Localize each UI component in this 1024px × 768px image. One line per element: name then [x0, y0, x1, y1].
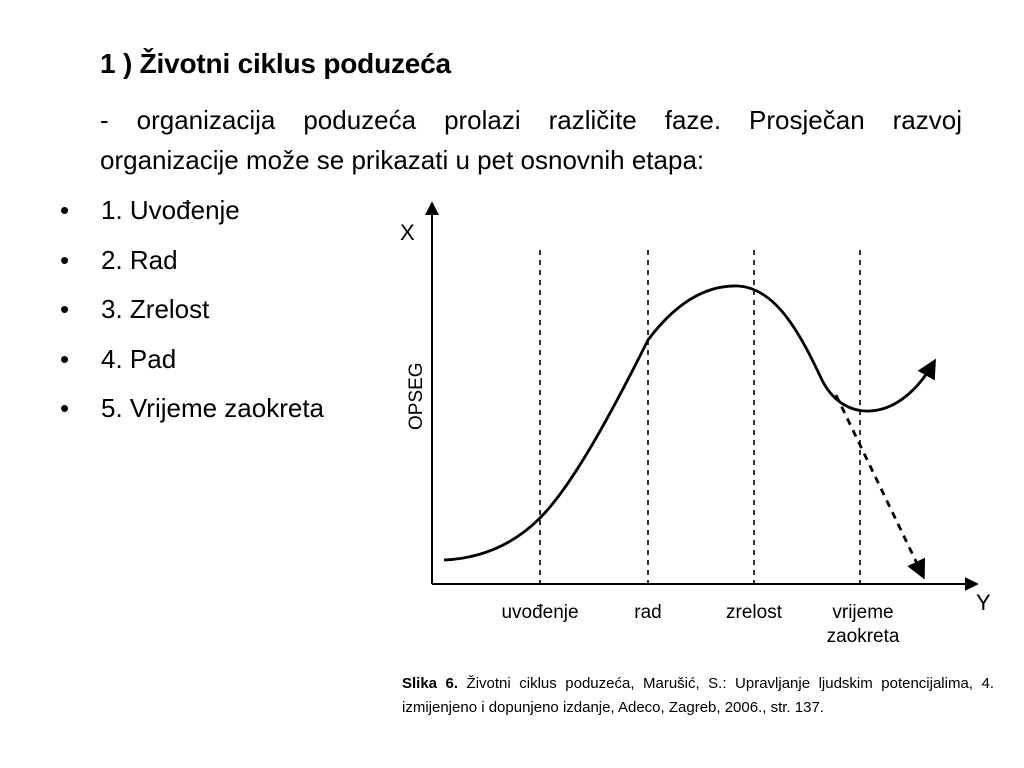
list-item — [60, 339, 324, 389]
bullet-icon: • — [60, 195, 70, 225]
slide-title: 1 ) Životni ciklus poduzeća — [100, 48, 451, 79]
list-item-label: 2. Rad — [101, 244, 178, 275]
phase-label: zrelost — [726, 602, 782, 623]
list-item — [60, 240, 324, 290]
life-cycle-figure — [378, 190, 1018, 660]
bullet-icon: • — [60, 244, 70, 275]
figure-caption — [402, 672, 994, 720]
bullet-icon: • — [60, 343, 70, 374]
phase-label: uvođenje — [501, 602, 579, 623]
list-item-label: 1. Uvođenje — [101, 195, 240, 225]
list-item-label: 5. Vrijeme zaokreta — [101, 393, 325, 423]
intro-paragraph: - organizacija poduzeća prolazi različite faze. Prosječan razvoj organizacije može se prikazati u pet osnovnih etapa: — [100, 105, 962, 175]
caption-text: Životni ciklus poduzeća, Marušić, S.: Upravljanje ljudskim potencijalima, 4. izmijenjeno i dopunjeno izdanje, Adeco, Zagreb, 2006., str. 137. — [402, 675, 994, 716]
phase-label: vrijeme — [832, 602, 894, 623]
list-item — [60, 190, 324, 240]
caption-label: Slika 6. — [402, 675, 459, 692]
decline-arrow — [836, 395, 923, 576]
life-cycle-diagram — [378, 190, 1018, 660]
bullet-icon: • — [60, 393, 70, 423]
list-item — [60, 388, 324, 438]
list-item-label: 3. Zrelost — [101, 294, 210, 324]
bullet-icon: • — [60, 294, 70, 324]
list-item — [60, 289, 324, 339]
phase-label: zaokreta — [826, 626, 900, 647]
list-item-label: 4. Pad — [101, 343, 177, 374]
phase-label: rad — [634, 602, 662, 623]
y-axis-letter: X — [400, 220, 415, 245]
x-axis-letter: Y — [976, 590, 991, 615]
phase-list — [60, 190, 324, 438]
y-axis-label: OPSEG — [406, 362, 427, 430]
